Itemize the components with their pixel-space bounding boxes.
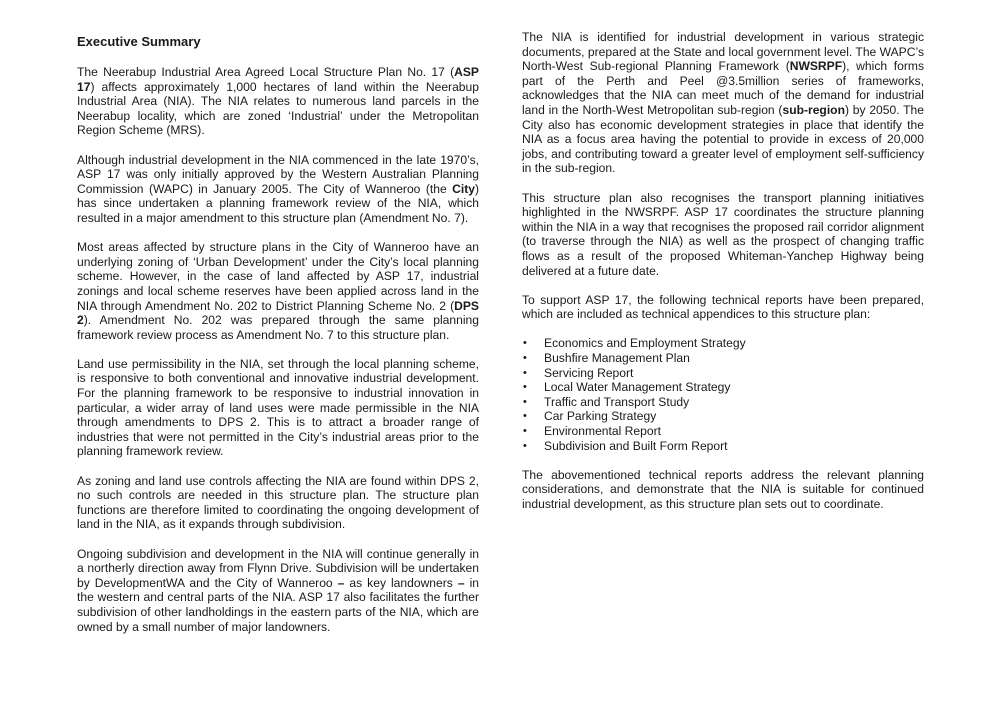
left-column — [77, 30, 479, 649]
bullet-icon: • — [523, 425, 527, 438]
list-item: • Car Parking Strategy — [523, 409, 657, 424]
list-item: • Environmental Report — [523, 424, 661, 439]
paragraph-controls: As zoning and land use controls affecting the NIA are found within DPS 2, no such controls are needed in this structure plan. The structure plan functions are therefore limited to coordinating the ongoing development of land in the NIA, as it expands through subdivision. — [77, 473, 479, 532]
paragraph-history: Although industrial development in the NIA commenced in the late 1970’s, ASP 17 was only initially approved by the Western Australian Planning Commission (WAPC) in January 2005. The City of Wanneroo (the City) has since undertaken a planning framework review of the NIA, which resulted in a major amendment to this structure plan (Amendment No. 7). — [77, 152, 479, 225]
paragraph-zoning: Most areas affected by structure plans in the City of Wanneroo have an underlying zoning of ‘Urban Development’ under the City’s local planning scheme. However, in the case of land affected by ASP 17, industrial zonings and local scheme reserves have been applied across land in the NIA through Amendment No. 202 to District Planning Scheme No. 2 (DPS 2). Amendment No. 202 was prepared through the same planning framework review process as Amendment No. 7 to this structure plan. — [77, 240, 479, 342]
bullet-icon: • — [523, 366, 527, 379]
paragraph-land-use: Land use permissibility in the NIA, set through the local planning scheme, is responsive to both conventional and innovative industrial development. For the planning framework to be responsive to industrial innovation in particular, a wider array of land uses were made permissible in the NIA through amendments to DPS 2. This is to attract a broader range of industries that were not permitted in the City’s industrial areas prior to the planning framework review. — [77, 356, 479, 459]
paragraph-conclusion: The abovementioned technical reports address the relevant planning considerations, and demonstrate that the NIA is suitable for continued industrial development, as this structure plan sets out to coordinate. — [522, 467, 924, 511]
list-item: • Servicing Report — [523, 365, 634, 380]
bullet-icon: • — [523, 410, 527, 423]
bullet-icon: • — [523, 337, 527, 350]
right-column — [522, 30, 924, 526]
paragraph-strategic: The NIA is identified for industrial development in various strategic documents, prepared at the State and local government level. The WAPC’s North-West Sub-regional Planning Framework (NWSRPF), which forms part of the Perth and Peel @3.5million series of frameworks, acknowledges that the NIA can meet much of the demand for industrial land in the North-West Metropolitan sub-region (sub-region) by 2050. The City also has economic development strategies in place that identify the NIA as a focus area having the potential to provide in excess of 20,000 jobs, and contributing toward a greater level of employment self-sufficiency in the sub-region. — [522, 30, 924, 176]
bullet-icon: • — [523, 352, 527, 365]
list-item: • Subdivision and Built Form Report — [523, 438, 728, 453]
list-item: • Economics and Employment Strategy — [523, 336, 746, 351]
list-item: • Traffic and Transport Study — [523, 394, 690, 409]
list-item: • Bushfire Management Plan — [523, 351, 690, 366]
paragraph-transport: This structure plan also recognises the transport planning initiatives highlighted in the NWSRPF. ASP 17 coordinates the structure planning within the NIA in a way that recognises the proposed rail corridor alignment (to traverse through the NIA) as well as the prospect of changing traffic flows as a result of the proposed Whiteman-Yanchep Highway being delivered at a future date. — [522, 190, 924, 278]
bullet-icon: • — [523, 395, 527, 408]
paragraph-subdivision: Ongoing subdivision and development in the NIA will continue generally in a northerly direction away from Flynn Drive. Subdivision will be undertaken by DevelopmentWA and the City of Wanneroo – as key landowners – in the western and central parts of the NIA. ASP 17 also facilitates the further subdivision of other landholdings in the eastern parts of the NIA, which are owned by a small number of major landowners. — [77, 546, 479, 634]
page-title: Executive Summary — [77, 34, 201, 49]
paragraph-asp17-intro: The Neerabup Industrial Area Agreed Local Structure Plan No. 17 (ASP 17) affects approximately 1,000 hectares of land within the Neerabup Industrial Area (NIA). The NIA relates to numerous land parcels in the Neerabup locality, which are zoned ‘Industrial’ under the Metropolitan Region Scheme (MRS). — [77, 65, 479, 138]
bullet-icon: • — [523, 381, 527, 394]
technical-reports-list — [522, 336, 924, 453]
list-item: • Local Water Management Strategy — [523, 380, 731, 395]
bullet-icon: • — [523, 439, 527, 452]
paragraph-reports-intro: To support ASP 17, the following technical reports have been prepared, which are included as technical appendices to this structure plan: — [522, 292, 924, 322]
